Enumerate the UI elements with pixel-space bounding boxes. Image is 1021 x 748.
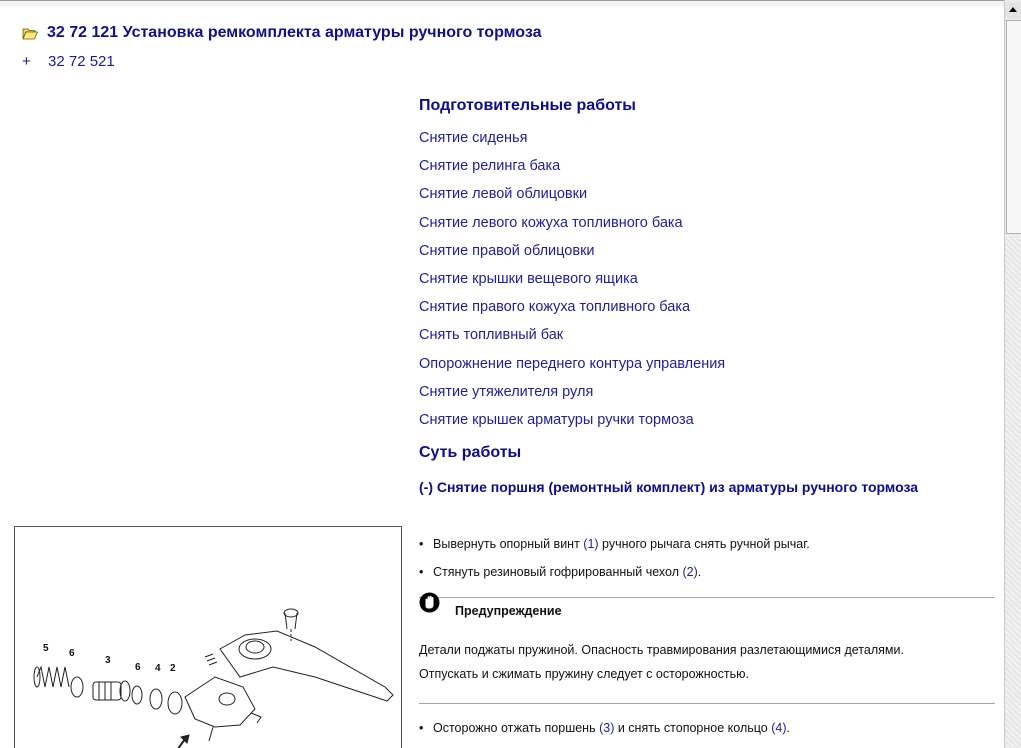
related-code[interactable]: 32 72 521	[48, 53, 115, 70]
boot-part	[168, 692, 182, 714]
step-item: • Вывернуть опорный винт (1) ручного рычага снять ручной рычаг.	[419, 537, 810, 551]
prep-link[interactable]: Снятие правой облицовки	[419, 242, 595, 259]
scroll-up-button[interactable]	[1005, 2, 1021, 18]
essence-heading: Суть работы	[419, 444, 522, 461]
ref-link[interactable]: (2)	[682, 565, 698, 579]
ref-link[interactable]: (3)	[599, 721, 615, 735]
preparatory-heading: Подготовительные работы	[419, 97, 636, 114]
prep-link[interactable]: Снятие левой облицовки	[419, 186, 588, 203]
scroll-track[interactable]	[1005, 236, 1021, 748]
ring-part	[132, 686, 142, 704]
prep-link[interactable]: Снять топливный бак	[419, 327, 564, 344]
part-label: 6	[69, 648, 75, 659]
ref-link[interactable]: (1)	[583, 537, 599, 551]
prep-link[interactable]: Снятие крышки вещевого ящика	[419, 270, 638, 287]
part-label: 3	[105, 655, 111, 666]
scroll-thumb[interactable]	[1006, 20, 1021, 234]
part-label: 6	[135, 662, 141, 673]
bullet: •	[419, 537, 424, 551]
screw-part	[284, 609, 298, 641]
part-label: 5	[43, 643, 49, 654]
ring-part	[150, 689, 162, 709]
document-view	[0, 6, 1004, 748]
prep-link[interactable]: Снятие правого кожуха топливного бака	[419, 299, 691, 316]
parts-drawing	[15, 527, 401, 748]
piston-part	[93, 681, 130, 701]
stop-hand-icon	[419, 592, 440, 613]
prep-link[interactable]: Снятие сиденья	[419, 130, 528, 146]
warning-text-line2: Отпускать и сжимать пружину следует с осторожностью.	[419, 667, 749, 681]
spring-part	[34, 667, 69, 687]
part-label: 2	[170, 663, 176, 674]
warning-divider-bottom	[419, 703, 995, 704]
scroll-up-arrow-icon[interactable]	[1005, 2, 1021, 18]
document-title-text: 32 72 121 Установка ремкомплекта арматуры ручного тормоза	[47, 24, 542, 41]
prep-link[interactable]: Снятие крышек арматуры ручки тормоза	[419, 411, 694, 428]
lever-part	[205, 631, 393, 701]
warning-title: Предупреждение	[455, 604, 562, 618]
folder-open-icon	[22, 27, 38, 40]
washer-part	[71, 677, 83, 697]
task-title: (-) Снятие поршня (ремонтный комплект) из арматуры ручного тормоза	[419, 479, 919, 495]
warning-divider-top	[419, 597, 995, 598]
prep-link[interactable]: Снятие релинга бака	[419, 158, 561, 175]
prep-link[interactable]: Опорожнение переднего контура управления	[419, 355, 726, 372]
ref-link[interactable]: (4)	[771, 721, 787, 735]
vertical-scrollbar[interactable]	[1004, 0, 1021, 748]
step-item: • Осторожно отжать поршень (3) и снять стопорное кольцо (4).	[419, 721, 790, 735]
bullet: •	[419, 565, 424, 579]
part-label: 4	[155, 663, 161, 674]
expand-plus-icon[interactable]: +	[22, 53, 31, 70]
warning-text-line1: Детали поджаты пружиной. Опасность травмирования разлетающимися деталями.	[419, 643, 904, 657]
prep-link[interactable]: Снятие левого кожуха топливного бака	[419, 214, 683, 231]
related-document-link[interactable]	[22, 53, 115, 70]
pointer-arrow	[165, 739, 185, 748]
step-item: • Стянуть резиновый гофрированный чехол (2).	[419, 565, 702, 579]
exploded-parts-figure	[14, 526, 402, 748]
bullet: •	[419, 721, 424, 735]
steps-area	[419, 6, 999, 748]
housing-part	[185, 677, 261, 741]
prep-link[interactable]: Снятие утяжелителя руля	[419, 383, 594, 400]
